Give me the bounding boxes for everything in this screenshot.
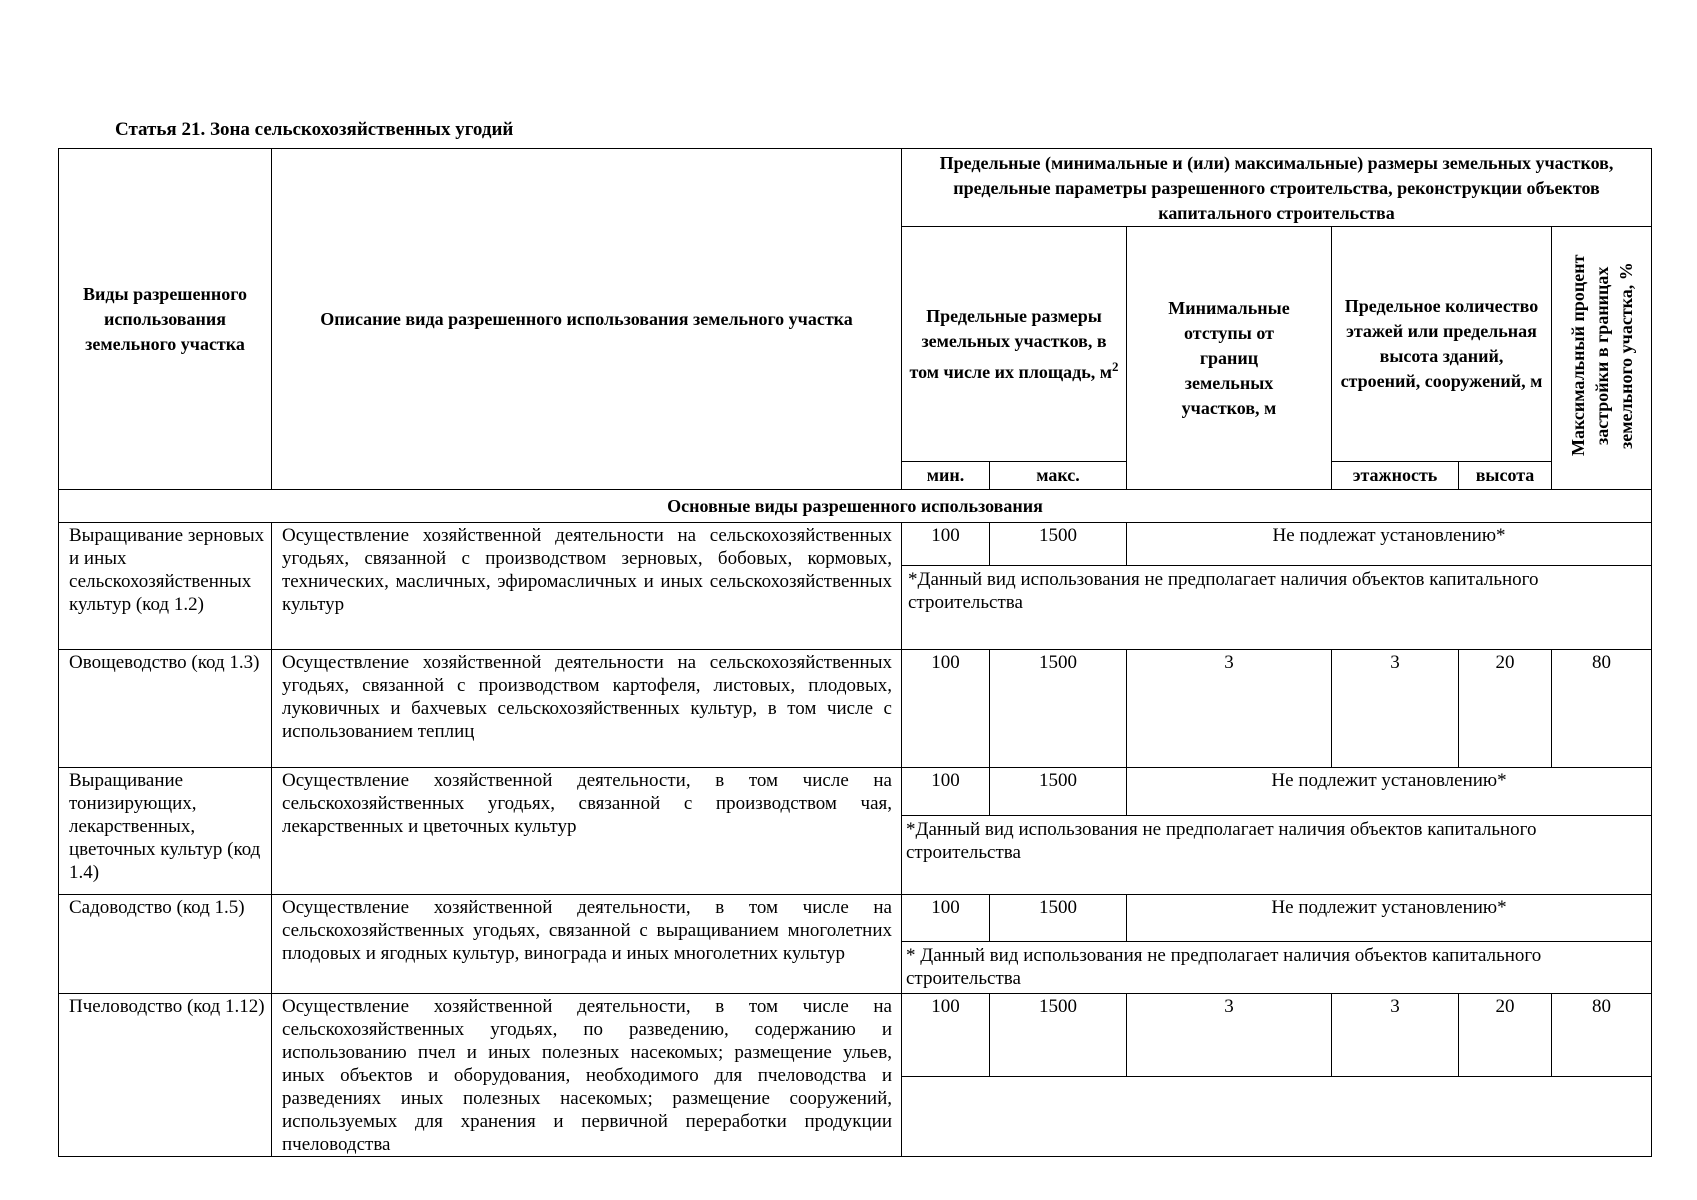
header-floors-count: этажность: [1332, 462, 1459, 490]
header-percent: Максимальный процент застройки в границах земельного участка, %: [1552, 227, 1652, 490]
row-percent: 80: [1552, 650, 1652, 768]
row-note: *Данный вид использования не предполагает наличия объектов капитального строительства: [902, 816, 1652, 895]
row-empty-cell: [902, 1077, 1652, 1157]
row-name: Выращивание тонизирующих, лекарственных, цветочных культур (код 1.4): [59, 768, 272, 895]
row-description: Осуществление хозяйственной деятельности, в том числе на сельскохозяйственных угодьях, по разведению, содержанию и использованию пчел и иных полезных насекомых; размещение ульев, иных объектов и оборудования, необходимого для пчеловодства и разведениях иных полезных насекомых; размещение сооружений, используемых для хранения и первичной переработки продукции пчеловодства: [272, 994, 902, 1157]
row-floors: 3: [1332, 650, 1459, 768]
row-name: Пчеловодство (код 1.12): [59, 994, 272, 1157]
row-name: Овощеводство (код 1.3): [59, 650, 272, 768]
row-max: 1500: [990, 523, 1127, 566]
row-status: Не подлежит установлению*: [1127, 768, 1652, 816]
header-setbacks: Минимальные отступы от границ земельных участков, м: [1127, 227, 1332, 490]
row-height: 20: [1459, 994, 1552, 1077]
row-note: *Данный вид использования не предполагает наличия объектов капитального строительства: [902, 566, 1652, 650]
page-title: Статья 21. Зона сельскохозяйственных угодий: [115, 119, 514, 140]
header-height: высота: [1459, 462, 1552, 490]
row-status: Не подлежат установлению*: [1127, 523, 1652, 566]
header-max: макс.: [990, 462, 1127, 490]
row-status: Не подлежит установлению*: [1127, 895, 1652, 942]
row-setback: 3: [1127, 650, 1332, 768]
row-max: 1500: [990, 650, 1127, 768]
row-percent: 80: [1552, 994, 1652, 1077]
row-description: Осуществление хозяйственной деятельности на сельскохозяйственных угодьях, связанной с производством зерновых, бобовых, кормовых, технических, масличных, эфиромасличных и иных сельскохозяйственных культур: [272, 523, 902, 650]
zoning-table: [58, 148, 1652, 1157]
row-max: 1500: [990, 768, 1127, 816]
row-name: Садоводство (код 1.5): [59, 895, 272, 994]
header-types: Виды разрешенного использования земельного участка: [59, 149, 272, 490]
row-max: 1500: [990, 994, 1127, 1077]
row-note: * Данный вид использования не предполагает наличия объектов капитального строительства: [902, 942, 1652, 994]
row-description: Осуществление хозяйственной деятельности на сельскохозяйственных угодьях, связанной с производством картофеля, листовых, плодовых, луковичных и бахчевых сельскохозяйственных культур, в том числе с использованием теплиц: [272, 650, 902, 768]
row-setback: 3: [1127, 994, 1332, 1077]
row-min: 100: [902, 994, 990, 1077]
header-limits: Предельные (минимальные и (или) максимальные) размеры земельных участков, предельные параметры разрешенного строительства, реконструкции объектов капитального строительства: [902, 149, 1652, 227]
row-max: 1500: [990, 895, 1127, 942]
header-description: Описание вида разрешенного использования земельного участка: [272, 149, 902, 490]
row-name: Выращивание зерновых и иных сельскохозяйственных культур (код 1.2): [59, 523, 272, 650]
row-min: 100: [902, 768, 990, 816]
row-description: Осуществление хозяйственной деятельности, в том числе на сельскохозяйственных угодьях, связанной с выращиванием многолетних плодовых и ягодных культур, винограда и иных многолетних культур: [272, 895, 902, 994]
header-sizes: Предельные размеры земельных участков, в том числе их площадь, $м^2$: [902, 227, 1127, 462]
row-min: 100: [902, 650, 990, 768]
header-min: мин.: [902, 462, 990, 490]
row-floors: 3: [1332, 994, 1459, 1077]
row-min: 100: [902, 895, 990, 942]
header-floors: Предельное количество этажей или предельная высота зданий, строений, сооружений, м: [1332, 227, 1552, 462]
row-min: 100: [902, 523, 990, 566]
section-title: Основные виды разрешенного использования: [59, 490, 1652, 523]
row-height: 20: [1459, 650, 1552, 768]
row-description: Осуществление хозяйственной деятельности, в том числе на сельскохозяйственных угодьях, связанной с производством чая, лекарственных и цветочных культур: [272, 768, 902, 895]
